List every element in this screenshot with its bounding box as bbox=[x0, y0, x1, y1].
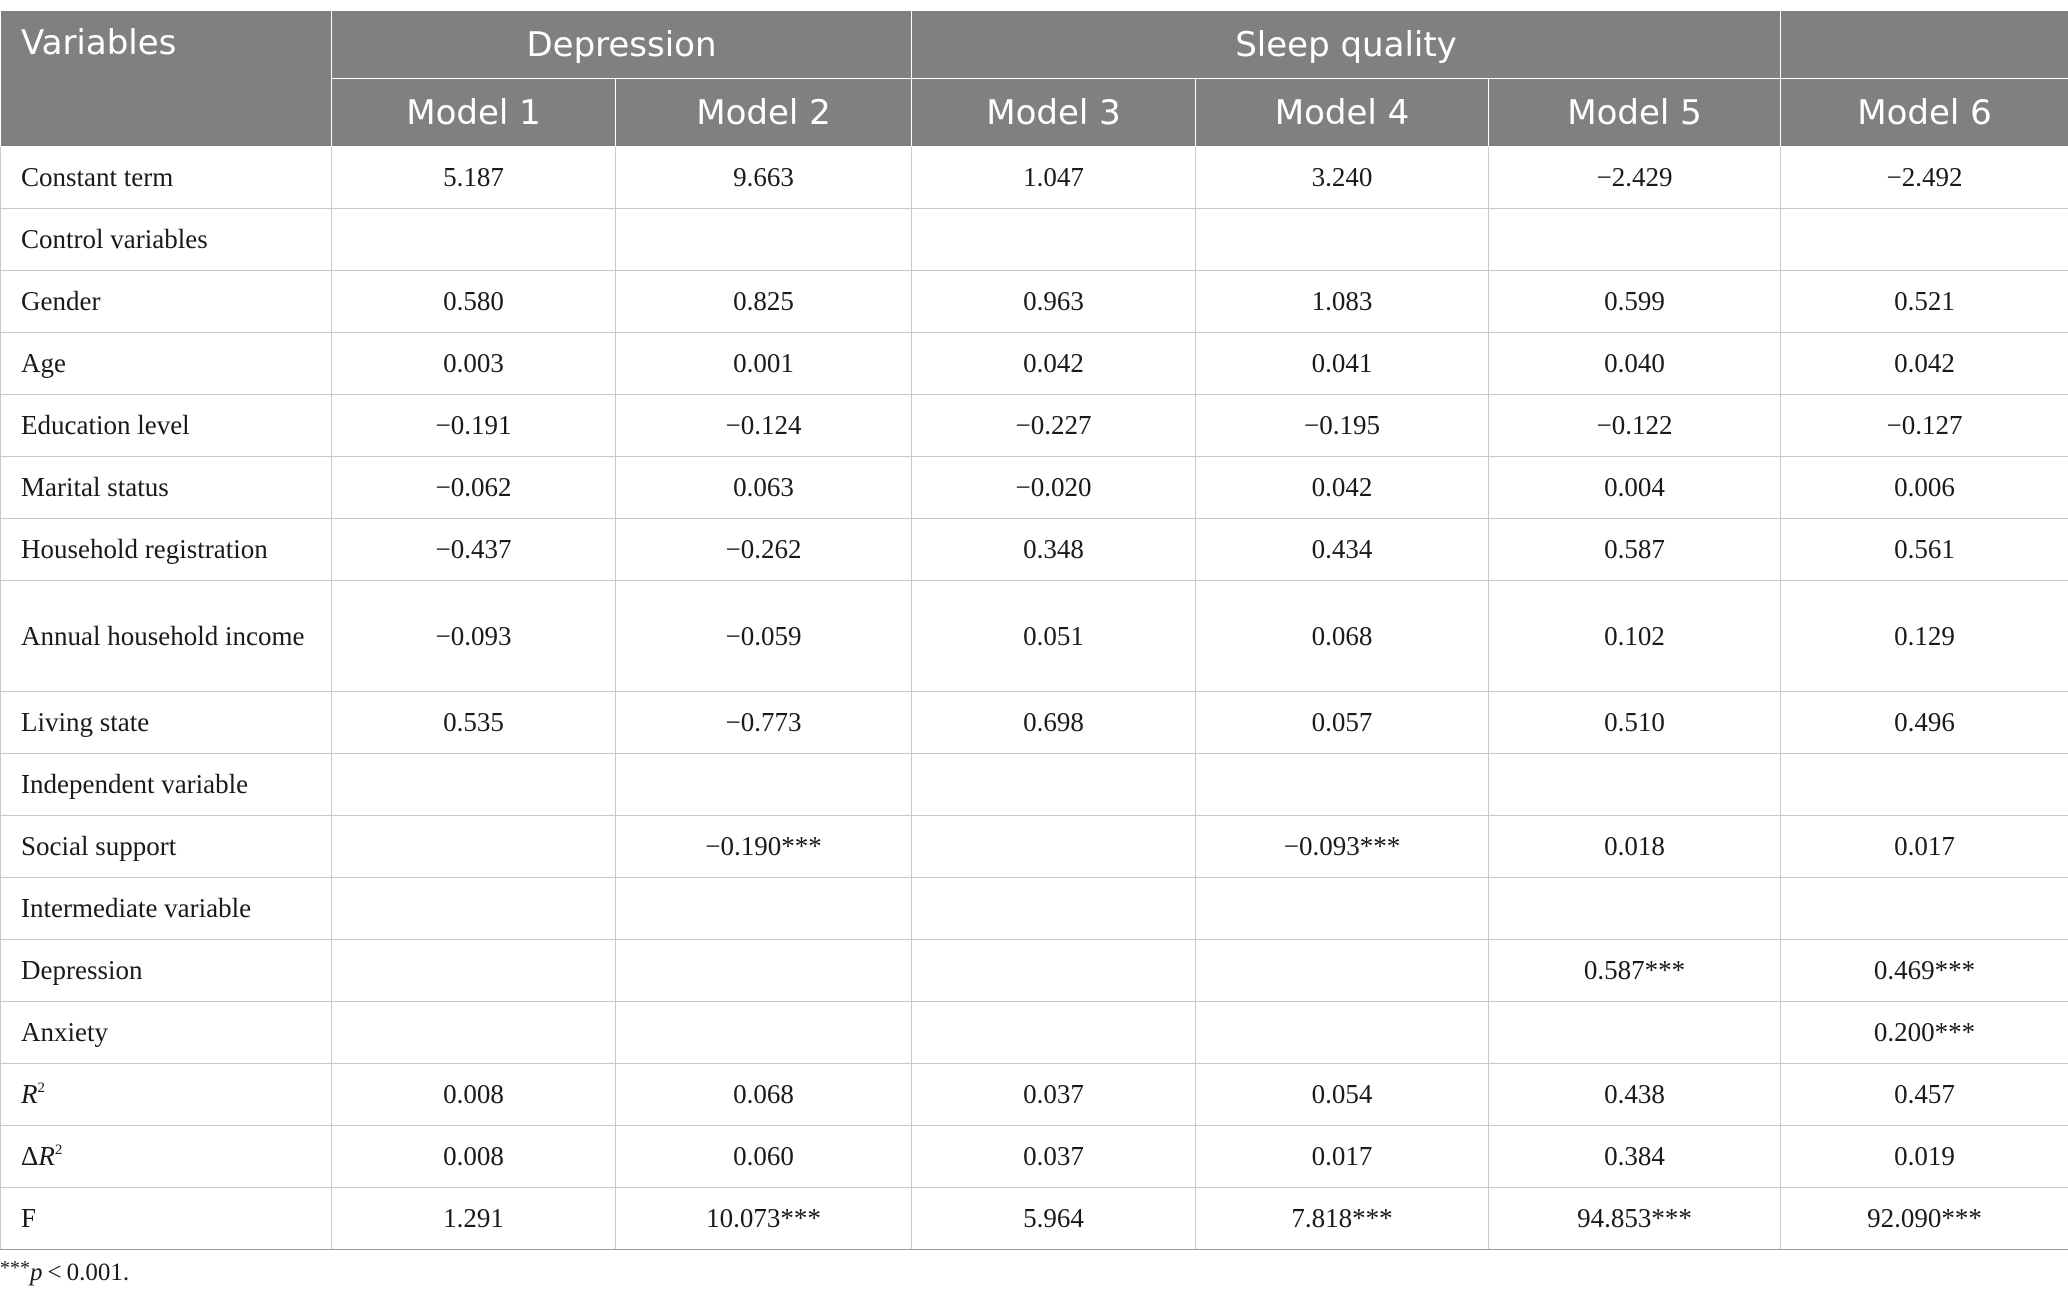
cell-model-3: 0.051 bbox=[912, 581, 1196, 692]
row-label: Household registration bbox=[1, 519, 332, 581]
cell-model-6: 0.457 bbox=[1781, 1064, 2068, 1126]
cell-model-4: 0.434 bbox=[1196, 519, 1489, 581]
cell-model-6: 0.042 bbox=[1781, 333, 2068, 395]
cell-model-1: 0.003 bbox=[332, 333, 616, 395]
cell-model-2: −0.773 bbox=[616, 692, 912, 754]
table-row bbox=[1, 1188, 2068, 1250]
table-row bbox=[1, 1002, 2068, 1064]
table-footnote bbox=[0, 1257, 129, 1287]
row-label-prefix: Δ bbox=[21, 1141, 39, 1171]
cell-model-6: 0.019 bbox=[1781, 1126, 2068, 1188]
table-row bbox=[1, 754, 2068, 816]
cell-model-2: 10.073*** bbox=[616, 1188, 912, 1250]
table-body bbox=[1, 147, 2068, 1250]
cell-model-3 bbox=[912, 878, 1196, 940]
header-model-1: Model 1 bbox=[332, 79, 616, 147]
cell-model-2 bbox=[616, 754, 912, 816]
header-model-5: Model 5 bbox=[1489, 79, 1781, 147]
row-label: Annual household income bbox=[1, 581, 332, 692]
cell-model-5: 0.102 bbox=[1489, 581, 1781, 692]
cell-model-4: −0.195 bbox=[1196, 395, 1489, 457]
row-label: F bbox=[1, 1188, 332, 1250]
row-label: Anxiety bbox=[1, 1002, 332, 1064]
cell-model-5: 0.004 bbox=[1489, 457, 1781, 519]
cell-model-5 bbox=[1489, 754, 1781, 816]
table-row bbox=[1, 333, 2068, 395]
cell-model-4 bbox=[1196, 754, 1489, 816]
cell-model-6: −2.492 bbox=[1781, 147, 2068, 209]
cell-model-5 bbox=[1489, 209, 1781, 271]
cell-model-5 bbox=[1489, 878, 1781, 940]
cell-model-3: 0.963 bbox=[912, 271, 1196, 333]
table-row bbox=[1, 457, 2068, 519]
row-label: Control variables bbox=[1, 209, 332, 271]
cell-model-4: 0.068 bbox=[1196, 581, 1489, 692]
cell-model-2: 0.063 bbox=[616, 457, 912, 519]
row-label: Intermediate variable bbox=[1, 878, 332, 940]
cell-model-4 bbox=[1196, 940, 1489, 1002]
cell-model-6: −0.127 bbox=[1781, 395, 2068, 457]
table-row bbox=[1, 395, 2068, 457]
table-row bbox=[1, 519, 2068, 581]
row-label: Constant term bbox=[1, 147, 332, 209]
cell-model-1: −0.191 bbox=[332, 395, 616, 457]
footnote-p-symbol: p bbox=[30, 1259, 43, 1286]
cell-model-5: 0.040 bbox=[1489, 333, 1781, 395]
cell-model-1: 0.008 bbox=[332, 1064, 616, 1126]
cell-model-4 bbox=[1196, 878, 1489, 940]
cell-model-2 bbox=[616, 940, 912, 1002]
cell-model-1: 1.291 bbox=[332, 1188, 616, 1250]
header-model-3: Model 3 bbox=[912, 79, 1196, 147]
cell-model-4: 0.054 bbox=[1196, 1064, 1489, 1126]
table-row bbox=[1, 940, 2068, 1002]
cell-model-3: 5.964 bbox=[912, 1188, 1196, 1250]
cell-model-1 bbox=[332, 1002, 616, 1064]
cell-model-3: 0.348 bbox=[912, 519, 1196, 581]
header-group-empty bbox=[1781, 11, 2068, 79]
cell-model-2 bbox=[616, 209, 912, 271]
table-row bbox=[1, 1126, 2068, 1188]
cell-model-1 bbox=[332, 209, 616, 271]
table-row bbox=[1, 581, 2068, 692]
cell-model-6: 0.496 bbox=[1781, 692, 2068, 754]
table-header bbox=[1, 11, 2068, 147]
cell-model-1: −0.062 bbox=[332, 457, 616, 519]
header-group-sleep-quality: Sleep quality bbox=[912, 11, 1781, 79]
cell-model-2 bbox=[616, 878, 912, 940]
table-row bbox=[1, 1064, 2068, 1126]
regression-table bbox=[0, 10, 2068, 1250]
table-row bbox=[1, 878, 2068, 940]
cell-model-1: 0.580 bbox=[332, 271, 616, 333]
cell-model-3: −0.020 bbox=[912, 457, 1196, 519]
header-model-2: Model 2 bbox=[616, 79, 912, 147]
cell-model-3: 1.047 bbox=[912, 147, 1196, 209]
cell-model-5 bbox=[1489, 1002, 1781, 1064]
cell-model-3: 0.698 bbox=[912, 692, 1196, 754]
cell-model-4: 0.057 bbox=[1196, 692, 1489, 754]
cell-model-6 bbox=[1781, 878, 2068, 940]
cell-model-6: 92.090*** bbox=[1781, 1188, 2068, 1250]
cell-model-2: −0.262 bbox=[616, 519, 912, 581]
cell-model-6: 0.521 bbox=[1781, 271, 2068, 333]
row-label: Depression bbox=[1, 940, 332, 1002]
cell-model-5: 94.853*** bbox=[1489, 1188, 1781, 1250]
row-label-symbol: R bbox=[38, 1141, 55, 1171]
header-group-row bbox=[1, 11, 2068, 79]
cell-model-5: −2.429 bbox=[1489, 147, 1781, 209]
row-label: Independent variable bbox=[1, 754, 332, 816]
cell-model-5: 0.599 bbox=[1489, 271, 1781, 333]
cell-model-4: 0.041 bbox=[1196, 333, 1489, 395]
header-variables: Variables bbox=[1, 11, 332, 147]
cell-model-5: 0.510 bbox=[1489, 692, 1781, 754]
row-label-symbol: R bbox=[21, 1079, 38, 1109]
cell-model-3 bbox=[912, 816, 1196, 878]
cell-model-2 bbox=[616, 1002, 912, 1064]
row-label-superscript: 2 bbox=[54, 1142, 63, 1158]
row-label: Age bbox=[1, 333, 332, 395]
cell-model-3: 0.037 bbox=[912, 1064, 1196, 1126]
cell-model-5: 0.018 bbox=[1489, 816, 1781, 878]
cell-model-6: 0.129 bbox=[1781, 581, 2068, 692]
cell-model-4: 0.017 bbox=[1196, 1126, 1489, 1188]
cell-model-3 bbox=[912, 940, 1196, 1002]
cell-model-2: 9.663 bbox=[616, 147, 912, 209]
cell-model-1: 5.187 bbox=[332, 147, 616, 209]
cell-model-3 bbox=[912, 1002, 1196, 1064]
cell-model-6: 0.469*** bbox=[1781, 940, 2068, 1002]
row-label: Gender bbox=[1, 271, 332, 333]
cell-model-1 bbox=[332, 754, 616, 816]
cell-model-4: 0.042 bbox=[1196, 457, 1489, 519]
cell-model-1 bbox=[332, 878, 616, 940]
cell-model-3: 0.042 bbox=[912, 333, 1196, 395]
row-label: Living state bbox=[1, 692, 332, 754]
cell-model-2: 0.068 bbox=[616, 1064, 912, 1126]
cell-model-5: 0.587*** bbox=[1489, 940, 1781, 1002]
table-row bbox=[1, 816, 2068, 878]
row-label bbox=[1, 1064, 332, 1126]
header-model-6: Model 6 bbox=[1781, 79, 2068, 147]
row-label: Social support bbox=[1, 816, 332, 878]
cell-model-6: 0.561 bbox=[1781, 519, 2068, 581]
cell-model-1 bbox=[332, 816, 616, 878]
row-label: Marital status bbox=[1, 457, 332, 519]
cell-model-1: −0.093 bbox=[332, 581, 616, 692]
cell-model-5: 0.587 bbox=[1489, 519, 1781, 581]
cell-model-2: 0.001 bbox=[616, 333, 912, 395]
cell-model-6 bbox=[1781, 209, 2068, 271]
cell-model-3 bbox=[912, 754, 1196, 816]
cell-model-4 bbox=[1196, 209, 1489, 271]
table-row bbox=[1, 271, 2068, 333]
cell-model-3: 0.037 bbox=[912, 1126, 1196, 1188]
cell-model-4: −0.093*** bbox=[1196, 816, 1489, 878]
cell-model-3 bbox=[912, 209, 1196, 271]
cell-model-2: 0.060 bbox=[616, 1126, 912, 1188]
cell-model-4: 1.083 bbox=[1196, 271, 1489, 333]
header-group-depression: Depression bbox=[332, 11, 912, 79]
cell-model-4: 3.240 bbox=[1196, 147, 1489, 209]
cell-model-6: 0.006 bbox=[1781, 457, 2068, 519]
cell-model-5: 0.438 bbox=[1489, 1064, 1781, 1126]
cell-model-6: 0.200*** bbox=[1781, 1002, 2068, 1064]
cell-model-6 bbox=[1781, 754, 2068, 816]
cell-model-2: −0.124 bbox=[616, 395, 912, 457]
cell-model-2: 0.825 bbox=[616, 271, 912, 333]
cell-model-1 bbox=[332, 940, 616, 1002]
cell-model-5: −0.122 bbox=[1489, 395, 1781, 457]
table-row bbox=[1, 692, 2068, 754]
footnote-threshold: < 0.001. bbox=[42, 1259, 130, 1286]
cell-model-4: 7.818*** bbox=[1196, 1188, 1489, 1250]
cell-model-1: −0.437 bbox=[332, 519, 616, 581]
cell-model-6: 0.017 bbox=[1781, 816, 2068, 878]
cell-model-3: −0.227 bbox=[912, 395, 1196, 457]
regression-table-container bbox=[0, 10, 2068, 1250]
row-label: Education level bbox=[1, 395, 332, 457]
table-row bbox=[1, 209, 2068, 271]
cell-model-5: 0.384 bbox=[1489, 1126, 1781, 1188]
table-row bbox=[1, 147, 2068, 209]
cell-model-1: 0.535 bbox=[332, 692, 616, 754]
cell-model-1: 0.008 bbox=[332, 1126, 616, 1188]
cell-model-2: −0.190*** bbox=[616, 816, 912, 878]
row-label bbox=[1, 1126, 332, 1188]
cell-model-4 bbox=[1196, 1002, 1489, 1064]
row-label-superscript: 2 bbox=[37, 1080, 45, 1096]
header-model-4: Model 4 bbox=[1196, 79, 1489, 147]
footnote-significance-stars: *** bbox=[0, 1257, 30, 1279]
cell-model-2: −0.059 bbox=[616, 581, 912, 692]
